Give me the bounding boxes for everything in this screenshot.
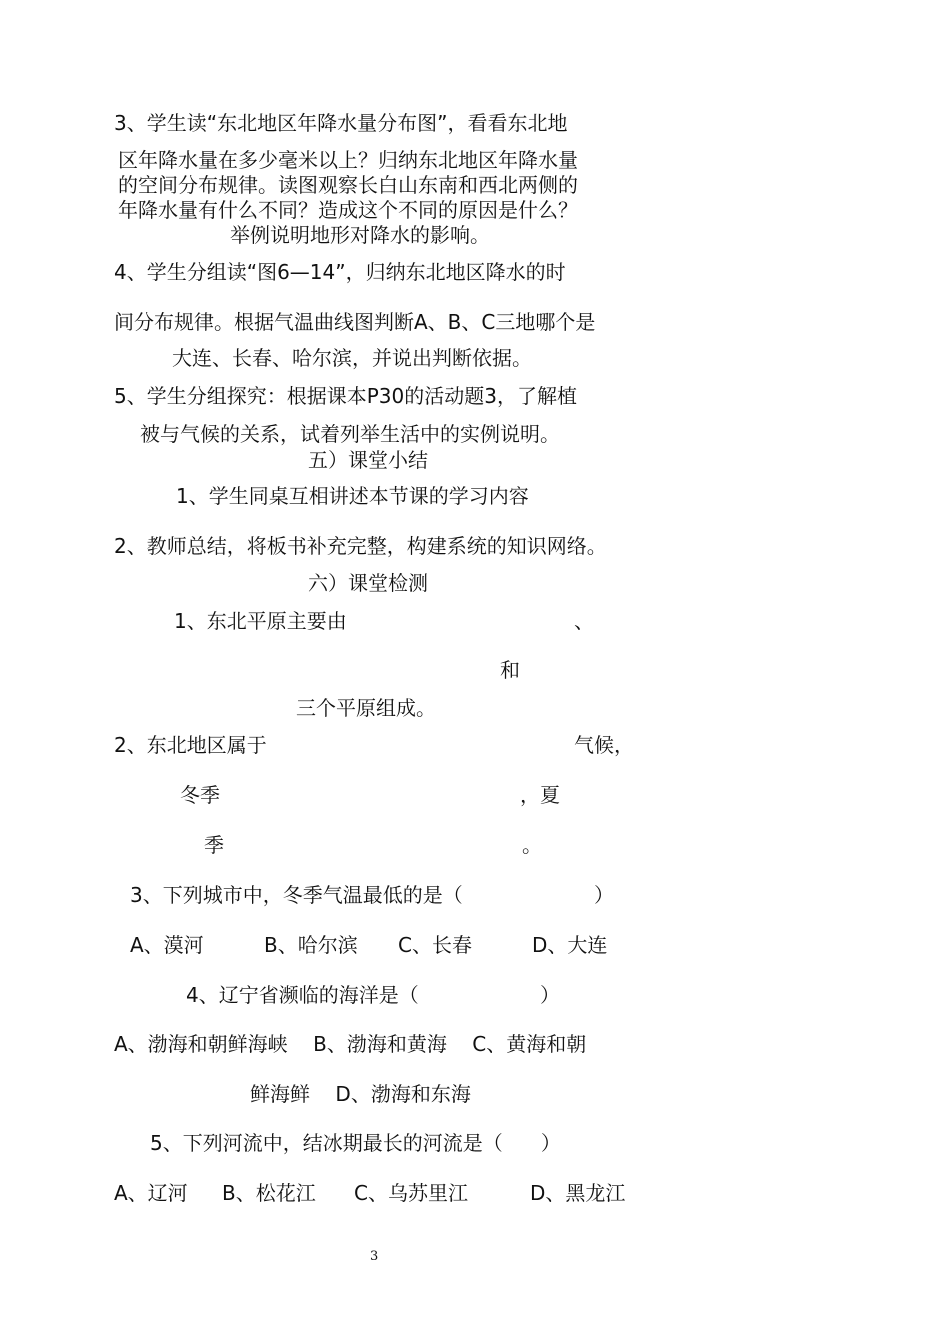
test-q3-option-a: A、漠河 xyxy=(130,933,204,957)
test-q1-and: 和 xyxy=(500,658,520,682)
item4-line1: 4、学生分组读“图6—14”，归纳东北地区降水的时 xyxy=(114,260,566,284)
page-number: 3 xyxy=(370,1249,379,1264)
test-q3-option-c: C、长春 xyxy=(398,933,472,957)
test-q3-close: ） xyxy=(594,883,614,907)
test-q2-ji: 季 xyxy=(204,833,224,857)
test-q4-stem: 4、辽宁省濒临的海洋是（ xyxy=(186,983,419,1007)
test-q5-stem: 5、下列河流中，结冰期最长的河流是（ ） xyxy=(150,1131,561,1155)
test-q4-close: ） xyxy=(540,983,560,1007)
test-q3-option-b: B、哈尔滨 xyxy=(264,933,358,957)
item5-line2: 被与气候的关系，试着列举生活中的实例说明。 xyxy=(140,422,560,446)
item4-line3: 大连、长春、哈尔滨，并说出判断依据。 xyxy=(172,346,532,370)
test-q3-option-d: D、大连 xyxy=(532,933,608,957)
item5-line1: 5、学生分组探究：根据课本P30的活动题3，了解植 xyxy=(114,384,577,408)
summary-heading: 五）课堂小结 xyxy=(308,448,428,472)
item3-line5: 举例说明地形对降水的影响。 xyxy=(230,223,490,247)
test-q2-end: 。 xyxy=(522,833,542,857)
test-q2-climate: 气候， xyxy=(574,733,634,757)
item3-line3: 的空间分布规律。读图观察长白山东南和西北两侧的 xyxy=(118,173,578,197)
item3-line2: 区年降水量在多少毫米以上？归纳东北地区年降水量 xyxy=(118,148,578,172)
test-q4-options-line1: A、渤海和朝鲜海峡 B、渤海和黄海 C、黄海和朝 xyxy=(114,1032,587,1056)
item3-line4: 年降水量有什么不同？造成这个不同的原因是什么？ xyxy=(118,198,578,222)
test-q1-separator: 、 xyxy=(574,609,594,633)
summary-item-1: 1、学生同桌互相讲述本节课的学习内容 xyxy=(176,484,529,508)
item4-line2: 间分布规律。根据气温曲线图判断A、B、C三地哪个是 xyxy=(114,310,596,334)
summary-item-2: 2、教师总结，将板书补充完整，构建系统的知识网络。 xyxy=(114,534,607,558)
test-q4-options-line2: 鲜海鲜 D、渤海和东海 xyxy=(250,1082,471,1106)
test-q2-summer: ，夏 xyxy=(520,783,560,807)
test-q5-option-c: C、乌苏里江 xyxy=(354,1181,468,1205)
test-q5-option-d: D、黑龙江 xyxy=(530,1181,626,1205)
test-q2-winter: 冬季 xyxy=(180,783,220,807)
test-q2-prefix: 2、东北地区属于 xyxy=(114,733,267,757)
test-q3-stem: 3、下列城市中，冬季气温最低的是（ xyxy=(130,883,463,907)
test-q5-option-b: B、松花江 xyxy=(222,1181,316,1205)
item3-line1: 3、学生读“东北地区年降水量分布图”，看看东北地 xyxy=(114,111,568,135)
test-q1-suffix: 三个平原组成。 xyxy=(296,696,436,720)
test-heading: 六）课堂检测 xyxy=(308,571,428,595)
test-q1-prefix: 1、东北平原主要由 xyxy=(174,609,347,633)
test-q5-option-a: A、辽河 xyxy=(114,1181,188,1205)
